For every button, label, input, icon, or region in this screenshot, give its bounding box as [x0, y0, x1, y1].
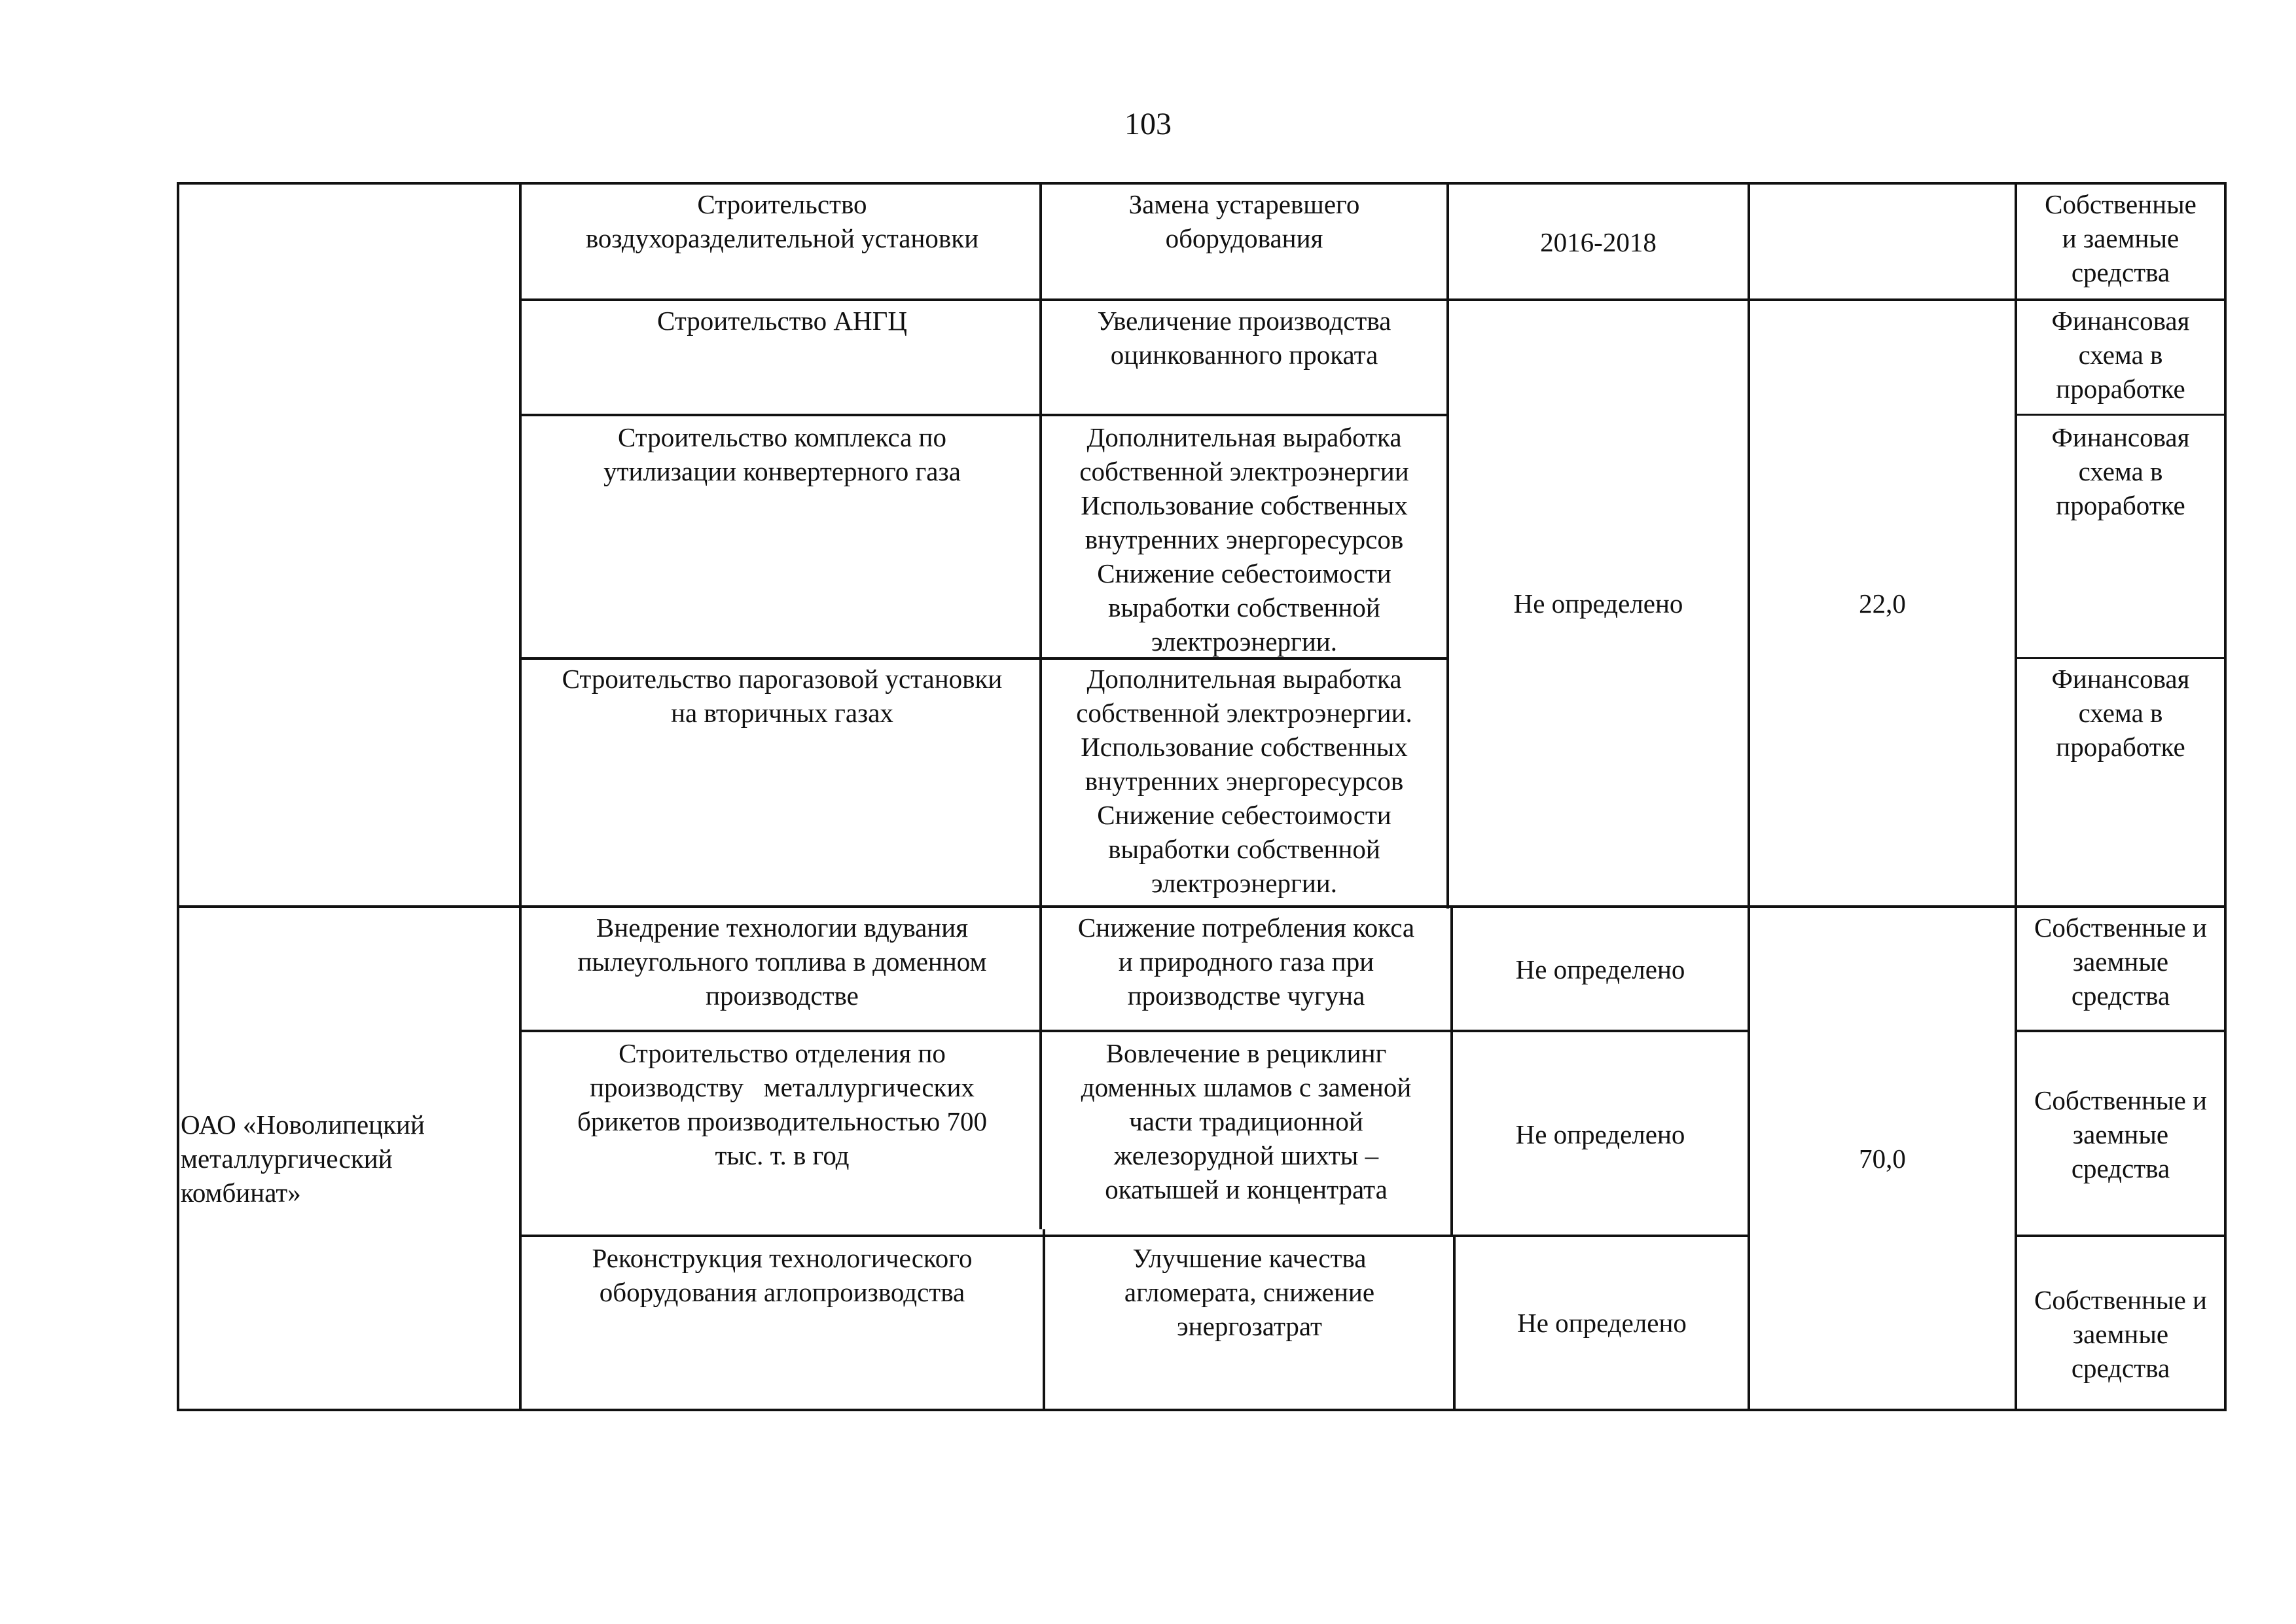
funding-line: схема в: [2078, 340, 2163, 370]
effect-line: Дополнительная выработка: [1086, 664, 1402, 694]
funding-line: средства: [2071, 1153, 2170, 1183]
amount-cell-merged: [1749, 907, 2016, 1411]
funding-cell: [2016, 1032, 2225, 1236]
column-divider: [1446, 182, 1449, 909]
column-divider: [1039, 182, 1042, 1229]
funding-line: и заемные: [2062, 223, 2179, 253]
table-border-right: [2224, 182, 2227, 1411]
project-cell: [520, 658, 1044, 907]
company-line: металлургический: [181, 1144, 393, 1174]
row-divider: [2016, 1030, 2227, 1032]
funding-line: средства: [2071, 981, 2170, 1011]
effect-line: Вовлечение в рециклинг: [1105, 1038, 1387, 1068]
period-value: Не определено: [1515, 954, 1685, 984]
effect-line: Замена устаревшего: [1128, 189, 1360, 219]
funding-line: средства: [2071, 257, 2170, 287]
effect-line: выработки собственной: [1108, 592, 1380, 623]
column-divider: [1450, 907, 1453, 1237]
table-border-bottom: [177, 1409, 2227, 1411]
funding-cell: [2016, 416, 2225, 659]
effect-line: Увеличение производства: [1097, 306, 1391, 336]
funding-cell: [2016, 1237, 2225, 1409]
company-line: комбинат»: [181, 1178, 301, 1208]
column-divider: [519, 182, 522, 1411]
company-cell: [178, 907, 520, 1411]
project-cell: [520, 1237, 1044, 1409]
table-border-top: [177, 182, 2227, 185]
effect-line: электроэнергии.: [1151, 626, 1337, 657]
funding-line: заемные: [2072, 947, 2169, 977]
project-cell: [520, 300, 1044, 415]
effect-line: электроэнергии.: [1151, 868, 1337, 898]
project-cell: [520, 183, 1044, 301]
amount-cell-merged: [1749, 300, 2016, 907]
row-divider: [520, 414, 1448, 416]
effect-cell: [1041, 1032, 1452, 1236]
funding-cell: [2016, 183, 2225, 301]
project-line: Строительство отделения по: [619, 1038, 946, 1068]
funding-line: Финансовая: [2051, 306, 2190, 336]
funding-cell: [2016, 907, 2225, 1032]
column-divider: [1748, 182, 1750, 1411]
effect-line: Снижение себестоимости: [1097, 558, 1391, 588]
funding-line: проработке: [2056, 732, 2185, 762]
column-divider: [2015, 182, 2017, 1411]
period-cell: [1448, 183, 1749, 301]
row-divider: [520, 1235, 1749, 1237]
funding-line: заемные: [2072, 1319, 2169, 1349]
effect-line: выработки собственной: [1108, 834, 1380, 864]
period-cell: [1452, 1032, 1749, 1236]
period-value: Не определено: [1517, 1308, 1687, 1338]
project-line: производству металлургических: [590, 1072, 975, 1102]
effect-line: Снижение себестоимости: [1097, 800, 1391, 830]
funding-line: проработке: [2056, 374, 2185, 404]
project-line: производстве: [706, 981, 859, 1011]
period-value: Не определено: [1513, 588, 1683, 619]
row-divider: [520, 657, 1448, 660]
project-line: Строительство комплекса по: [618, 422, 946, 452]
funding-line: средства: [2071, 1353, 2170, 1383]
column-divider: [1453, 1236, 1456, 1411]
funding-line: Собственные и: [2034, 1085, 2207, 1115]
project-line: Строительство парогазовой установки: [562, 664, 1003, 694]
funding-line: схема в: [2078, 698, 2163, 728]
row-divider: [2016, 414, 2227, 416]
column-divider: [1043, 1229, 1045, 1411]
funding-cell: [2016, 658, 2225, 907]
effect-line: собственной электроэнергии: [1079, 456, 1409, 486]
project-line: на вторичных газах: [671, 698, 893, 728]
project-line: Внедрение технологии вдувания: [596, 912, 969, 943]
funding-line: заемные: [2072, 1119, 2169, 1149]
effect-line: Снижение потребления кокса: [1077, 912, 1415, 943]
period-cell: [1455, 1237, 1749, 1409]
page-number: 103: [1124, 107, 1172, 141]
funding-line: схема в: [2078, 456, 2163, 486]
funding-cell: [2016, 300, 2225, 415]
effect-line: Дополнительная выработка: [1086, 422, 1402, 452]
effect-cell: [1041, 300, 1448, 415]
effect-cell: [1041, 658, 1448, 907]
effect-line: агломерата, снижение: [1124, 1277, 1375, 1307]
effect-line: внутренних энергоресурсов: [1085, 524, 1404, 554]
effect-line: внутренних энергоресурсов: [1085, 766, 1404, 796]
period-value: Не определено: [1515, 1119, 1685, 1149]
effect-line: оцинкованного проката: [1110, 340, 1378, 370]
effect-line: Улучшение качества: [1132, 1243, 1367, 1273]
effect-line: железорудной шихты –: [1113, 1140, 1379, 1170]
effect-cell: [1041, 416, 1448, 659]
funding-line: Собственные и: [2034, 912, 2207, 943]
project-cell: [520, 416, 1044, 659]
project-line: Строительство АНГЦ: [657, 306, 907, 336]
amount-value: 22,0: [1859, 588, 1906, 619]
project-cell: [520, 907, 1044, 1032]
effect-line: собственной электроэнергии.: [1076, 698, 1412, 728]
effect-line: производстве чугуна: [1127, 981, 1365, 1011]
project-cell: [520, 1032, 1044, 1236]
funding-line: Собственные и: [2034, 1285, 2207, 1315]
funding-line: Финансовая: [2051, 422, 2190, 452]
effect-line: части традиционной: [1129, 1106, 1363, 1136]
effect-cell: [1041, 907, 1452, 1032]
effect-line: и природного газа при: [1118, 947, 1374, 977]
amount-value: 70,0: [1859, 1144, 1906, 1174]
table-border-left: [177, 182, 179, 1411]
funding-line: Финансовая: [2051, 664, 2190, 694]
row-divider: [2016, 657, 2227, 659]
period-cell-merged: [1448, 300, 1749, 907]
funding-line: проработке: [2056, 490, 2185, 520]
row-divider: [520, 298, 2227, 301]
project-line: брикетов производительностью 700: [577, 1106, 988, 1136]
project-line: Строительство: [697, 189, 867, 219]
effect-cell: [1044, 1237, 1455, 1409]
project-line: утилизации конвертерного газа: [603, 456, 961, 486]
effect-line: Использование собственных: [1081, 732, 1408, 762]
project-line: оборудования аглопроизводства: [599, 1277, 965, 1307]
period-cell: [1452, 907, 1749, 1032]
project-line: Реконструкция технологического: [592, 1243, 973, 1273]
period-value: 2016-2018: [1540, 227, 1657, 257]
row-divider: [177, 905, 2227, 908]
project-line: пылеугольного топлива в доменном: [577, 947, 987, 977]
project-line: воздухоразделительной установки: [585, 223, 979, 253]
effect-line: оборудования: [1165, 223, 1323, 253]
effect-line: Использование собственных: [1081, 490, 1408, 520]
effect-line: доменных шламов с заменой: [1081, 1072, 1412, 1102]
effect-cell: [1041, 183, 1448, 301]
funding-line: Собственные: [2045, 189, 2197, 219]
company-line: ОАО «Новолипецкий: [181, 1110, 425, 1140]
row-divider: [520, 1030, 1749, 1032]
effect-line: окатышей и концентрата: [1105, 1174, 1388, 1204]
project-line: тыс. т. в год: [715, 1140, 850, 1170]
effect-line: энергозатрат: [1177, 1311, 1322, 1341]
row-divider: [2016, 1235, 2227, 1237]
